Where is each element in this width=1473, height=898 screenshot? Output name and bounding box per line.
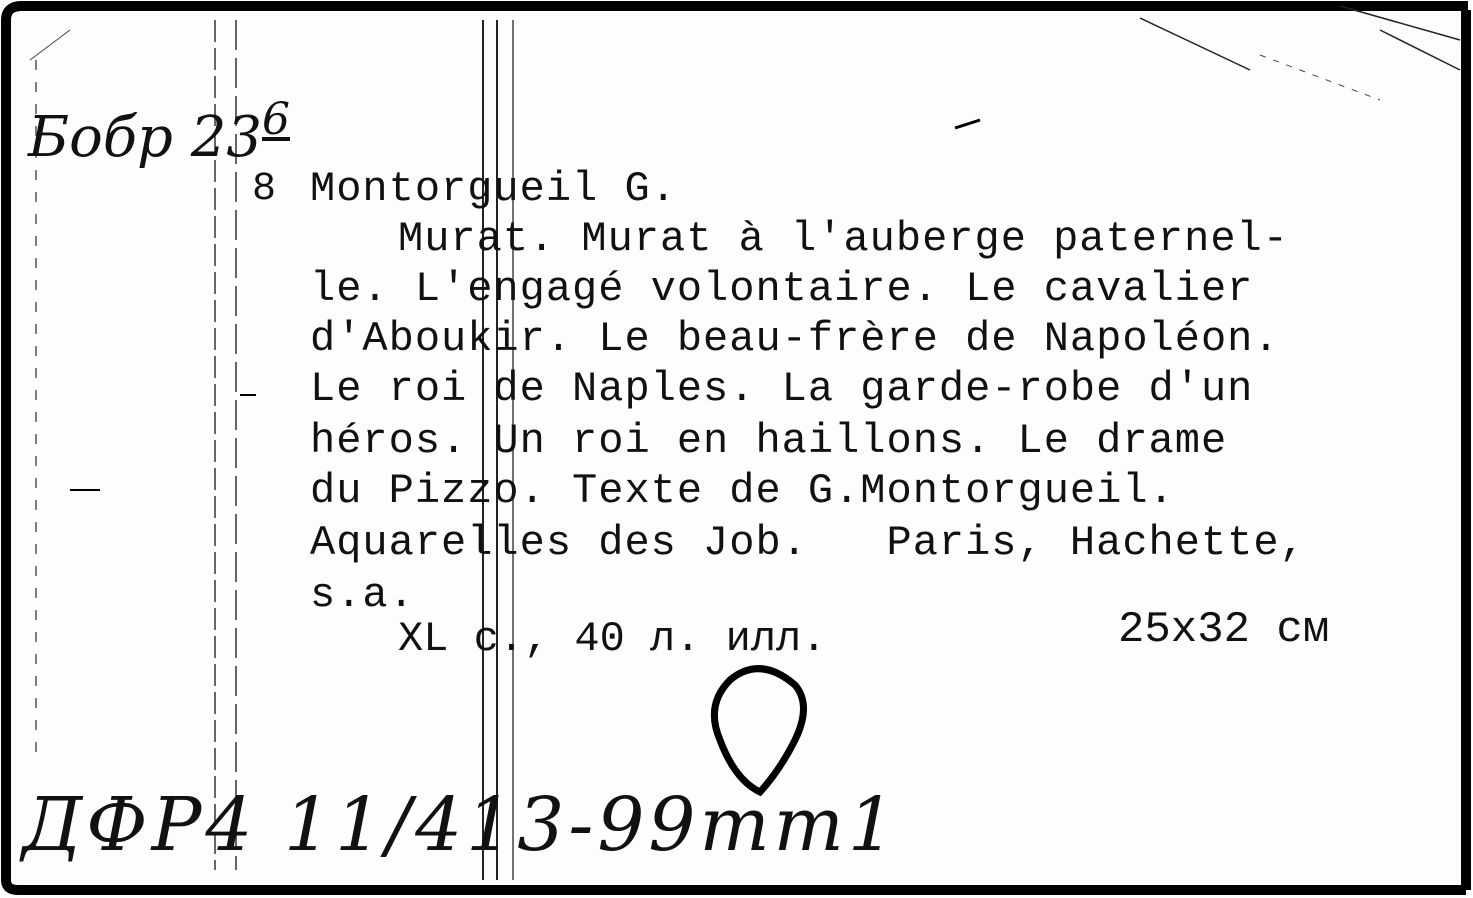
title-line-3: d'Aboukir. Le beau-frère de Napoléon.: [310, 315, 1280, 363]
dimensions: 25x32 см: [1118, 605, 1330, 655]
inventory-number: ДФР4 11/413-99тт1: [22, 782, 899, 868]
shelfmark-number: 8: [252, 167, 278, 212]
title-line-1: Murat. Murat à l'auberge paternel-: [398, 215, 1289, 263]
physical-description: XL с., 40 л. илл.: [398, 615, 827, 663]
title-line-7: Aquarelles des Job. Paris, Hachette,: [310, 519, 1306, 567]
title-line-6: du Pizzo. Texte de G.Montorgueil.: [310, 467, 1175, 515]
title-line-2: le. L'engagé volontaire. Le cavalier: [310, 265, 1254, 313]
shelfmark: Бобр 23: [28, 105, 262, 170]
title-line-4: Le roi de Naples. La garde-robe d'un: [310, 365, 1254, 413]
title-line-5: héros. Un roi en haillons. Le drame: [310, 417, 1228, 465]
title-line-8: s.a.: [310, 571, 415, 619]
author-heading: Montorgueil G.: [310, 165, 677, 213]
shelfmark-sub: 6: [262, 94, 290, 145]
